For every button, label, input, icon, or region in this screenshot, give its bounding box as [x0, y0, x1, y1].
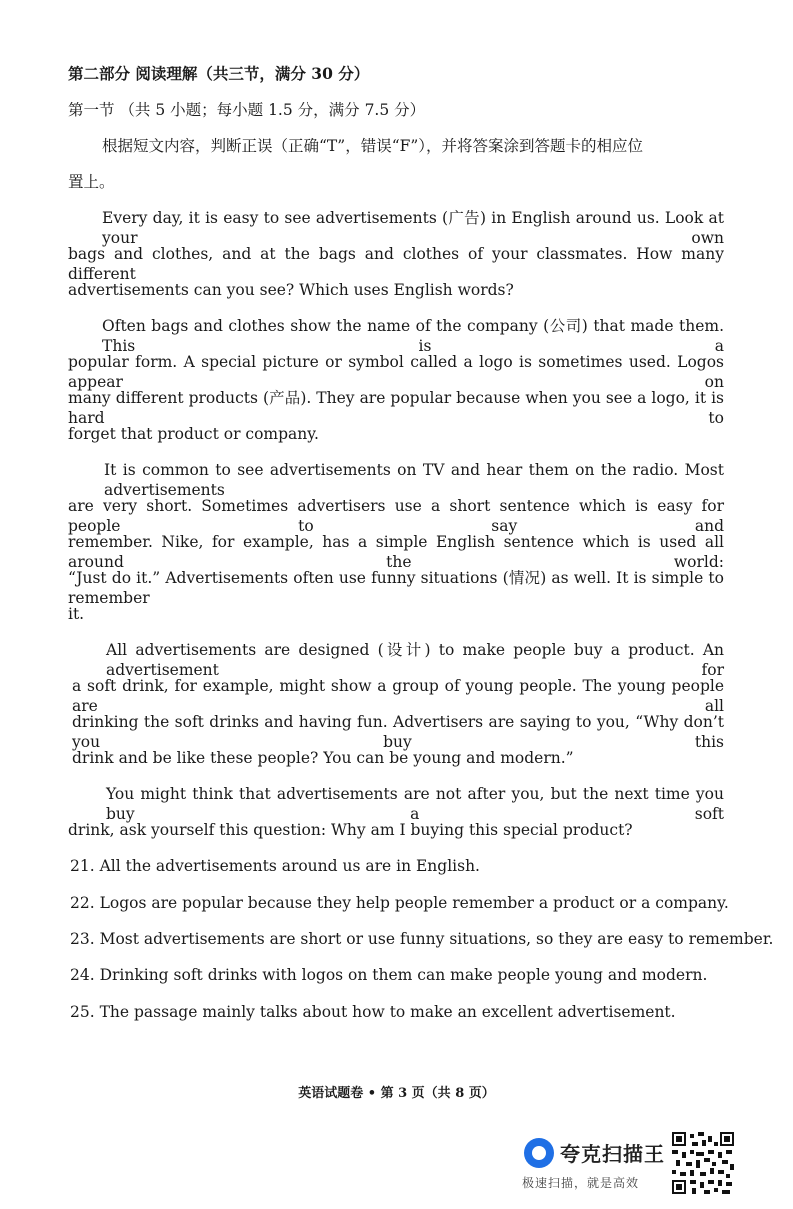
question-24: 24. Drinking soft drinks with logos on them can make people young and modern.	[70, 966, 708, 984]
passage-line: popular form. A special picture or symbol called a logo is sometimes used. Logos appear on	[68, 353, 724, 391]
instruction-line: 置上。	[68, 173, 115, 191]
passage-line: forget that product or company.	[68, 425, 319, 443]
subsection-title: 第一节 （共 5 小题；每小题 1.5 分，满分 7.5 分）	[68, 101, 426, 119]
question-23: 23. Most advertisements are short or use funny situations, so they are easy to remember.	[70, 930, 774, 948]
passage-line: drinking the soft drinks and having fun. Advertisers are saying to you, “Why don’t you buy this	[72, 713, 724, 751]
passage-line: “Just do it.” Advertisements often use funny situations (情况) as well. It is simple to remember	[68, 569, 724, 607]
passage-line: many different products (产品). They are popular because when you see a logo, it is hard to	[68, 389, 724, 427]
passage-line: It is common to see advertisements on TV and hear them on the radio. Most advertisements	[104, 461, 724, 499]
passage-line: bags and clothes, and at the bags and clothes of your classmates. How many different	[68, 245, 724, 283]
passage-line: drink and be like these people? You can be young and modern.”	[72, 749, 574, 767]
question-25: 25. The passage mainly talks about how to make an excellent advertisement.	[70, 1003, 676, 1021]
passage-line: it.	[68, 605, 85, 623]
passage-line: remember. Nike, for example, has a simple English sentence which is used all around the world:	[68, 533, 724, 571]
passage-line: advertisements can you see? Which uses English words?	[68, 281, 514, 299]
page-footer: 英语试题卷 • 第 3 页（共 8 页）	[298, 1086, 495, 1101]
qr-code-icon	[672, 1132, 734, 1194]
passage-line: are very short. Sometimes advertisers use a short sentence which is easy for people to say and	[68, 497, 724, 535]
scanner-watermark	[520, 1136, 670, 1192]
brand-name: 夸克扫描王	[560, 1142, 665, 1166]
passage-line: You might think that advertisements are not after you, but the next time you buy a soft	[106, 785, 724, 823]
quark-logo-icon	[524, 1138, 554, 1168]
part-title: 第二部分 阅读理解（共三节，满分 30 分）	[68, 64, 370, 83]
question-21: 21. All the advertisements around us are in English.	[70, 857, 480, 875]
question-22: 22. Logos are popular because they help people remember a product or a company.	[70, 894, 729, 912]
passage-line: Often bags and clothes show the name of the company (公司) that made them. This is a	[102, 317, 724, 355]
instruction-line: 根据短文内容，判断正误（正确“T”，错误“F”），并将答案涂到答题卡的相应位	[102, 137, 644, 155]
passage-line: a soft drink, for example, might show a group of young people. The young people are all	[72, 677, 724, 715]
passage-line: drink, ask yourself this question: Why am I buying this special product?	[68, 821, 633, 839]
passage-line: All advertisements are designed (设计) to make people buy a product. An advertisement for	[106, 641, 724, 679]
passage-line: Every day, it is easy to see advertisements (广告) in English around us. Look at your own	[102, 209, 724, 247]
brand-slogan: 极速扫描，就是高效	[522, 1176, 640, 1190]
